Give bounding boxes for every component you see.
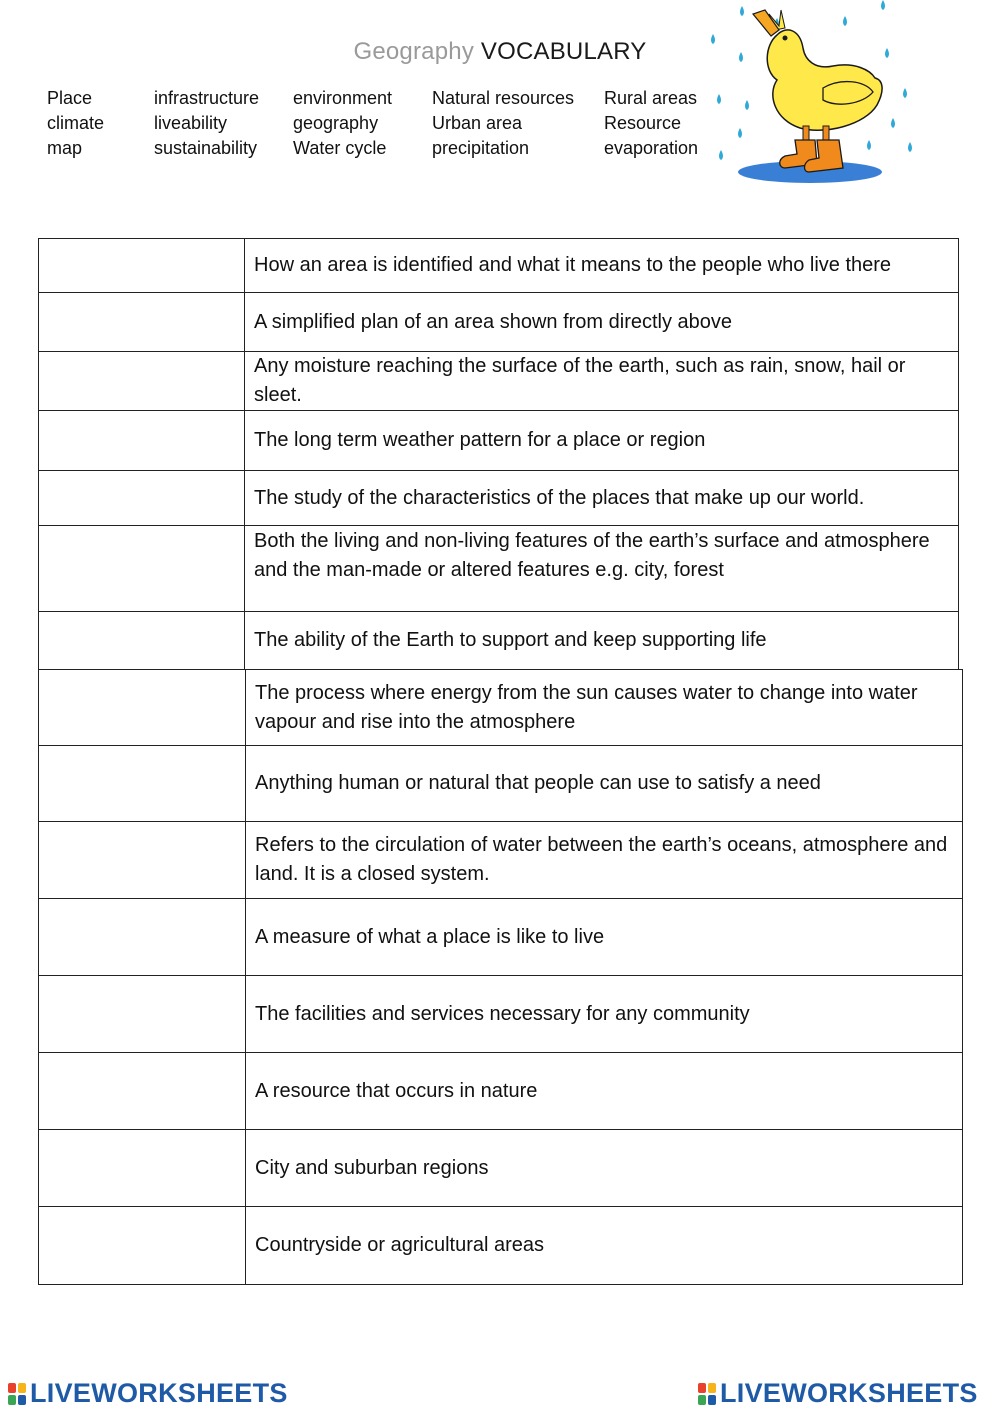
answer-input[interactable] — [39, 239, 244, 292]
title-geography: Geography — [353, 38, 475, 65]
definition-text: A simplified plan of an area shown from directly above — [254, 310, 733, 333]
definition-text: Countryside or agricultural areas — [255, 1234, 545, 1256]
liveworksheets-logo-left[interactable] — [8, 1378, 288, 1409]
word-bank-term: Natural resources — [432, 88, 575, 108]
answer-cell[interactable] — [39, 670, 246, 745]
vocab-row — [38, 975, 963, 1053]
duck-body — [767, 30, 882, 130]
definition-text: The study of the characteristics of the places that make up our world. — [254, 486, 865, 509]
answer-cell[interactable] — [39, 899, 246, 975]
word-bank-term: geography — [293, 113, 379, 133]
vocab-row — [38, 351, 959, 411]
word-bank-term: Rural areas — [604, 88, 698, 108]
duck-in-rain-illustration — [705, 0, 920, 195]
answer-input[interactable] — [39, 822, 245, 898]
definition-text: The long term weather pattern for a place or region — [254, 429, 706, 451]
answer-input[interactable] — [39, 670, 245, 745]
word-bank-column — [293, 86, 392, 161]
answer-cell[interactable] — [39, 1130, 246, 1206]
answer-input[interactable] — [39, 1053, 245, 1129]
answer-cell[interactable] — [39, 1207, 246, 1284]
vocab-row — [38, 611, 959, 670]
word-bank-term: climate — [47, 113, 105, 133]
definition-text: A resource that occurs in nature — [255, 1079, 538, 1102]
liveworksheets-mark-icon — [698, 1383, 716, 1405]
word-bank-column — [604, 86, 698, 161]
answer-cell[interactable] — [39, 411, 245, 470]
vocab-row — [38, 470, 959, 526]
definition-text: The ability of the Earth to support and keep supporting life — [254, 629, 767, 651]
vocab-row — [38, 1052, 963, 1130]
answer-input[interactable] — [39, 411, 244, 470]
word-bank-term: precipitation — [432, 138, 530, 158]
vocab-row — [38, 898, 963, 976]
vocab-row — [38, 1206, 963, 1285]
word-bank — [0, 86, 720, 166]
definition-text: Refers to the circulation of water between the earth’s oceans, atmosphere and land. It is a closed system. — [255, 834, 948, 885]
definition-text: A measure of what a place is like to live — [255, 925, 605, 948]
liveworksheets-mark-icon — [8, 1383, 26, 1405]
word-bank-column — [432, 86, 574, 161]
definition-text: How an area is identified and what it means to the people who live there — [254, 254, 892, 276]
answer-cell[interactable] — [39, 526, 245, 611]
answer-input[interactable] — [39, 526, 244, 611]
answer-input[interactable] — [39, 746, 245, 821]
answer-cell[interactable] — [39, 976, 246, 1052]
vocab-row — [38, 1129, 963, 1207]
liveworksheets-logo-right[interactable] — [698, 1378, 978, 1409]
answer-cell[interactable] — [39, 612, 245, 669]
title-vocabulary: VOCABULARY — [480, 38, 647, 65]
answer-input[interactable] — [39, 293, 244, 351]
word-bank-column — [154, 86, 259, 161]
word-bank-term: Resource — [604, 113, 682, 133]
vocab-row — [38, 745, 963, 822]
answer-input[interactable] — [39, 1207, 245, 1284]
vocab-row — [38, 821, 963, 899]
brand-name: LIVEWORKSHEETS — [720, 1378, 978, 1408]
answer-cell[interactable] — [39, 746, 246, 821]
answer-input[interactable] — [39, 976, 245, 1052]
word-bank-term: infrastructure — [154, 88, 260, 108]
answer-cell[interactable] — [39, 1053, 246, 1129]
answer-input[interactable] — [39, 352, 244, 410]
word-bank-term: map — [47, 138, 83, 158]
definition-text: The facilities and services necessary for any community — [255, 1002, 750, 1025]
answer-input[interactable] — [39, 612, 244, 669]
brand-name: LIVEWORKSHEETS — [30, 1378, 288, 1408]
duck-eye — [783, 36, 788, 41]
definition-text: Anything human or natural that people can use to satisfy a need — [255, 772, 821, 794]
word-bank-term: environment — [293, 88, 393, 108]
definition-text: City and suburban regions — [255, 1156, 489, 1179]
answer-input[interactable] — [39, 471, 244, 525]
word-bank-term: Urban area — [432, 113, 523, 133]
definition-text: Both the living and non-living features of the earth’s surface and atmosphere and the man-made or altered features e.g. city, forest — [254, 530, 930, 581]
vocab-row — [38, 525, 959, 612]
answer-cell[interactable] — [39, 239, 245, 292]
vocab-row — [38, 669, 963, 746]
definition-text: Any moisture reaching the surface of the earth, such as rain, snow, hail or sleet. — [254, 355, 906, 406]
word-bank-term: Place — [47, 88, 93, 108]
vocab-row — [38, 410, 959, 471]
vocab-row — [38, 292, 959, 352]
definition-text: The process where energy from the sun causes water to change into water vapour and rise into the atmosphere — [255, 681, 918, 733]
word-bank-column — [47, 86, 104, 161]
word-bank-term: Water cycle — [293, 138, 387, 158]
word-bank-term: sustainability — [154, 138, 258, 158]
word-bank-term: evaporation — [604, 138, 699, 158]
answer-input[interactable] — [39, 1130, 245, 1206]
word-bank-term: liveability — [154, 113, 228, 133]
vocab-row — [38, 238, 959, 293]
answer-input[interactable] — [39, 899, 245, 975]
answer-cell[interactable] — [39, 471, 245, 525]
answer-cell[interactable] — [39, 293, 245, 351]
answer-cell[interactable] — [39, 352, 245, 410]
answer-cell[interactable] — [39, 822, 246, 898]
